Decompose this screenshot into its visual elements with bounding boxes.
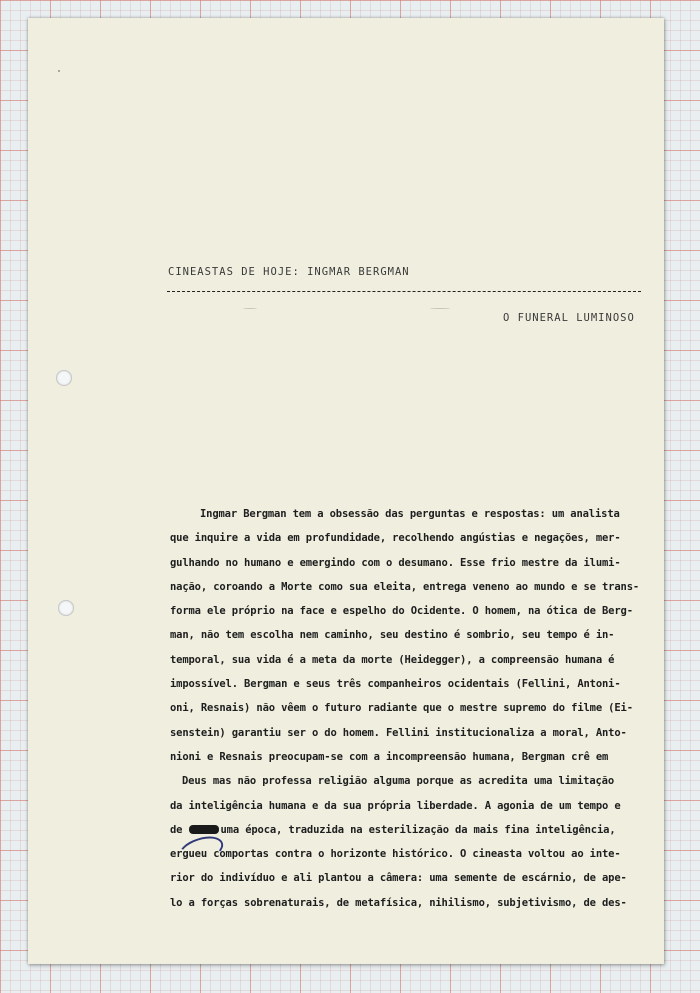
body-line: temporal, sua vida é a meta da morte (Heidegger), a compreensão humana é <box>170 653 615 666</box>
body-line: Ingmar Bergman tem a obsessão das perguntas e respostas: um analista <box>200 508 620 520</box>
document-title: CINEASTAS DE HOJE: INGMAR BERGMAN <box>168 266 410 278</box>
struck-out-word <box>189 825 219 834</box>
title-underline <box>167 291 641 292</box>
paper-speck <box>430 308 450 309</box>
body-line: forma ele próprio na face e espelho do Ocidente. O homem, na ótica de Berg- <box>170 605 633 618</box>
body-line: gulhando no humano e emergindo com o desumano. Esse frio mestre da ilumi- <box>170 556 621 569</box>
body-line: man, não tem escolha nem caminho, seu destino é sombrio, seu tempo é in- <box>170 629 615 642</box>
typewritten-page <box>28 18 664 964</box>
body-line: lo a forças sobrenaturais, de metafísica, nihilismo, subjetivismo, de des- <box>170 896 627 909</box>
body-line: rior do indivíduo e ali plantou a câmera: uma semente de escárnio, de ape- <box>170 872 627 885</box>
paper-speck <box>243 308 257 309</box>
body-line: nioni e Resnais preocupam-se com a incompreensão humana, Bergman crê em <box>170 750 609 763</box>
body-line: oni, Resnais) não vêem o futuro radiante que o mestre supremo do filme (Ei- <box>170 702 633 715</box>
body-line-with-strikeout <box>170 818 640 842</box>
body-paragraph <box>170 502 640 915</box>
body-line: da inteligência humana e da sua própria liberdade. A agonia de um tempo e <box>170 799 621 812</box>
paper-speck <box>58 70 60 72</box>
body-line: Deus mas não professa religião alguma porque as acredita uma limitação <box>182 775 615 788</box>
body-line-text: uma época, traduzida na esterilização da mais fina inteligência, <box>220 823 616 836</box>
body-line: que inquire a vida em profundidade, recolhendo angústias e negações, mer- <box>170 532 621 545</box>
punch-hole <box>56 370 72 386</box>
document-subtitle: O FUNERAL LUMINOSO <box>503 312 635 324</box>
body-line-prefix: de <box>170 823 189 836</box>
punch-hole <box>58 600 74 616</box>
body-line: impossível. Bergman e seus três companheiros ocidentais (Fellini, Antoni- <box>170 678 621 691</box>
body-line: nação, coroando a Morte como sua eleita, entrega veneno ao mundo e se trans- <box>170 580 640 593</box>
body-line: ergueu comportas contra o horizonte histórico. O cineasta voltou ao inte- <box>170 848 621 861</box>
body-line: senstein) garantiu ser o do homem. Fellini institucionaliza a moral, Anto- <box>170 726 627 739</box>
